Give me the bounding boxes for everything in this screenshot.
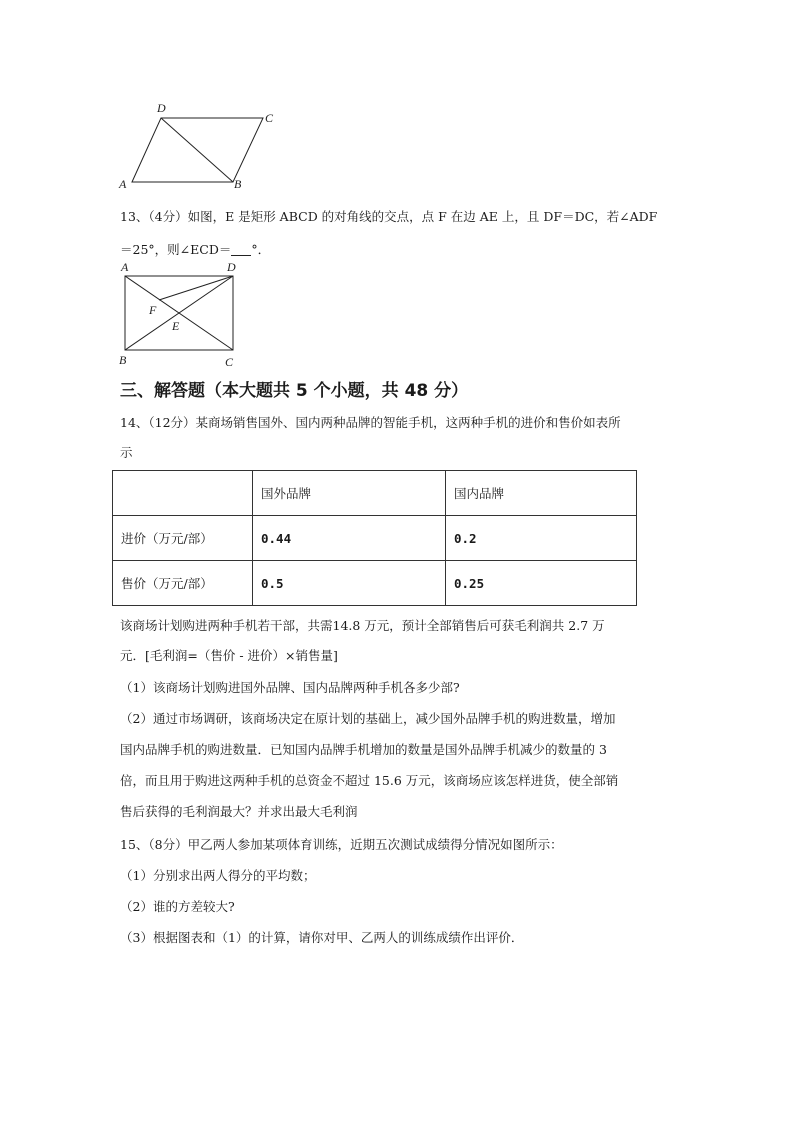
section-heading: 三、解答题（本大题共 5 个小题，共 48 分） [120, 381, 469, 401]
q14-sub2-line1: （2）通过市场调研，该商场决定在原计划的基础上，减少国外品牌手机的购进数量，增加 [120, 711, 616, 726]
label-d: D [227, 260, 236, 274]
diagonal-db [161, 118, 233, 182]
q15-sub3: （3）根据图表和（1）的计算，请你对甲、乙两人的训练成绩作出评价． [120, 930, 524, 945]
q13-line1: 13、（4分）如图，E 是矩形 ABCD 的对角线的交点，点 F 在边 AE 上，且 DF＝DC，若∠ADF [120, 209, 658, 224]
table-cell: 0.2 [446, 516, 637, 561]
label-c: C [225, 355, 234, 369]
segment-df [159, 276, 233, 300]
label-a: A [119, 177, 127, 191]
q14-sub1: （1）该商场计划购进国外品牌、国内品牌两种手机各多少部? [120, 680, 460, 695]
label-b: B [119, 353, 127, 367]
table-header-cell: 国内品牌 [446, 471, 637, 516]
table-header-cell: 国外品牌 [253, 471, 446, 516]
q14-line1: 14、（12分）某商场销售国外、国内两种品牌的智能手机，这两种手机的进价和售价如表所 [120, 415, 621, 430]
table-cell: 0.5 [253, 561, 446, 606]
q14-after1: 该商场计划购进两种手机若干部，共需14.8 万元，预计全部销售后可获毛利润共 2.7 万 [120, 618, 605, 633]
table-header-cell [113, 471, 253, 516]
q15-sub2: （2）谁的方差较大? [120, 899, 235, 914]
rectangle-figure [115, 260, 245, 370]
label-f: F [149, 303, 157, 317]
q15-sub1: （1）分别求出两人得分的平均数； [120, 868, 316, 883]
table-header-row [113, 471, 637, 516]
q14-sub2-line2: 国内品牌手机的购进数量．已知国内品牌手机增加的数量是国外品牌手机减少的数量的 3 [120, 742, 607, 757]
table-row [113, 561, 637, 606]
q13-line2 [120, 242, 270, 258]
q13-line2-post: °． [251, 242, 271, 257]
label-e: E [172, 319, 180, 333]
q14-after2: 元．[毛利润=（售价 - 进价）×销售量] [120, 648, 338, 663]
parallelogram-figure [115, 98, 285, 193]
table-cell: 售价（万元/部） [113, 561, 253, 606]
q15-line1: 15、（8分）甲乙两人参加某项体育训练，近期五次测试成绩得分情况如图所示： [120, 837, 563, 852]
label-a: A [121, 260, 129, 274]
table-cell: 进价（万元/部） [113, 516, 253, 561]
q13-line2-pre: ＝25°，则∠ECD＝ [120, 242, 232, 257]
table-cell: 0.44 [253, 516, 446, 561]
label-d: D [157, 101, 166, 115]
q14-sub2-line3: 倍，而且用于购进这两种手机的总资金不超过 15.6 万元，该商场应该怎样进货，使全部销 [120, 773, 619, 788]
q14-sub2-line4: 售后获得的毛利润最大？并求出最大毛利润 [120, 804, 358, 819]
table-cell: 0.25 [446, 561, 637, 606]
price-table [112, 470, 637, 606]
answer-blank[interactable] [231, 243, 251, 256]
q14-line2: 示 [120, 445, 133, 460]
label-c: C [265, 111, 274, 125]
table-row [113, 516, 637, 561]
label-b: B [234, 177, 242, 191]
